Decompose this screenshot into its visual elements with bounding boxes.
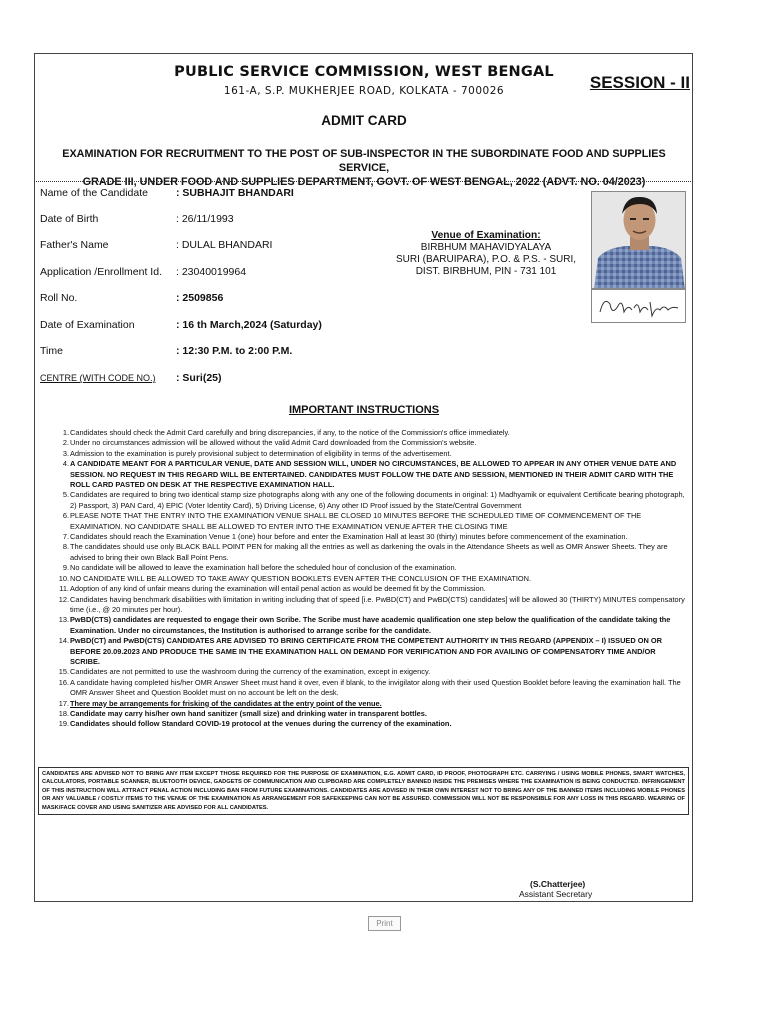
instruction-number: 13. bbox=[58, 615, 69, 625]
instruction-text: A CANDIDATE MEANT FOR A PARTICULAR VENUE, DATE AND SESSION WILL, UNDER NO CIRCUMSTANCES, BE ALLOWED TO APPEAR IN ANY OTHER VENUE DATE AND SESSION. NO REQUEST IN THIS REGARD WILL BE ENTERTAINED. CANDIDATES MUST FOLLOW THE DATE AND SESSION, MENTIONED IN THEIR ADMIT CARD WITH THE ROLL CARD PASTED ON DESK AT THE RESPECTIVE EXAMINATION HALL. bbox=[70, 459, 677, 490]
instructions-title: IMPORTANT INSTRUCTIONS bbox=[288, 404, 440, 416]
candidate-field-value: : 16 th March,2024 (Saturday) bbox=[176, 319, 322, 331]
instruction-item bbox=[58, 615, 686, 636]
instruction-text: A candidate having completed his/her OMR Answer Sheet must hand it over, even if blank, to the invigilator along with their used Question Booklet before leaving the examination hall. The OMR Answer Sheet and Question Booklet must on no account be left on the desk. bbox=[70, 677, 681, 698]
instruction-item bbox=[58, 708, 686, 719]
candidate-field-label: Name of the Candidate bbox=[40, 187, 148, 199]
instruction-number: 8. bbox=[62, 542, 69, 552]
venue-block bbox=[390, 230, 582, 278]
instruction-item bbox=[58, 636, 686, 667]
warning-box: CANDIDATES ARE ADVISED NOT TO BRING ANY ITEM EXCEPT THOSE REQUIRED FOR THE PURPOSE OF EXAMINATION, E.G. ADMIT CARD, ID PROOF, PHOTOGRAPH ETC. CARRYING / USING MOBILE PHONES, SMART WATCHES, CALCULATORS, PORTABLE SCANNER, BLUETOOTH DEVICE, GADGETS OF COMMUNICATION AND CLIPBOARD ARE COMPLETELY BANNED INSIDE THE PREMISES WHERE THE EXAMINATION IS BEING CONDUCTED. INFRINGEMENT OF THIS INSTRUCTION WILL ATTRACT PENAL ACTION INCLUDING BAN FROM FUTURE EXAMINATIONS. CANDIDATES ARE ADVISED IN THEIR OWN INTEREST NOT TO BRING ANY OF THE BANNED ITEMS INCLUDING MOBILE PHONES OR ANY VALUABLE / COSTLY ITEMS TO THE VENUE OF THE EXAMINATION AS ARRANGEMENT FOR SAFEKEEPING CAN NOT BE ASSURED. COMMISSION WILL NOT BE RESPONSIBLE FOR ANY LOSS IN THIS REGARD. WEARING OF MASK/FACE COVER AND USING SANITIZER ARE ADVISED FOR ALL CANDIDATES. bbox=[38, 767, 689, 815]
instruction-item bbox=[62, 563, 686, 573]
instruction-item bbox=[62, 511, 686, 532]
instruction-number: 12. bbox=[58, 594, 69, 604]
candidate-field-value: : 2509856 bbox=[176, 292, 224, 304]
instruction-text: Candidates should reach the Examination Venue 1 (one) hour before and enter the Examination Hall at least 30 (thirty) minutes before commencement of the examination. bbox=[70, 532, 628, 542]
candidate-photo-image bbox=[592, 192, 686, 289]
candidate-row bbox=[40, 266, 246, 278]
org-address: 161-A, S.P. MUKHERJEE ROAD, KOLKATA - 700026 bbox=[223, 85, 505, 97]
candidate-field-value: : SUBHAJIT BHANDARI bbox=[176, 187, 294, 199]
instruction-text: NO CANDIDATE WILL BE ALLOWED TO TAKE AWAY QUESTION BOOKLETS EVEN AFTER THE CONCLUSION OF THE EXAMINATION. bbox=[70, 573, 532, 583]
candidate-field-label: CENTRE (WITH CODE NO.) bbox=[40, 373, 156, 383]
instruction-text: The candidates should use only BLACK BALL POINT PEN for making all the entries as well as darkening the ovals in the Attendance Sheets as well as OMR Answer Sheets. They are advised to bring their own Black Ball Point Pens. bbox=[70, 542, 668, 562]
candidate-row bbox=[40, 372, 222, 384]
instruction-item bbox=[62, 532, 686, 542]
instruction-text: PwBD(CTS) candidates are requested to engage their own Scribe. The Scribe must have academic qualification one step below the qualification of the candidate taking the Examination. Under no circumstances, the Institution is authorised to arrange scribe for the candidate. bbox=[70, 615, 671, 635]
candidate-field-label: Date of Birth bbox=[40, 213, 99, 225]
instruction-number: 18. bbox=[58, 708, 69, 718]
session-label: SESSION - II bbox=[589, 73, 690, 92]
instruction-number: 16. bbox=[58, 677, 69, 687]
instruction-text: Under no circumstances admission will be allowed without the valid Admit Card downloaded from the Commission's website. bbox=[70, 438, 477, 448]
instruction-item bbox=[62, 542, 686, 563]
org-name: PUBLIC SERVICE COMMISSION, WEST BENGAL bbox=[174, 64, 554, 80]
exam-title-line: EXAMINATION FOR RECRUITMENT TO THE POST OF SUB-INSPECTOR IN THE SUBORDINATE FOOD AND SUPPLIES SERVICE, bbox=[62, 148, 666, 174]
candidate-photo bbox=[591, 191, 686, 289]
exam-title bbox=[38, 147, 690, 189]
instruction-text: Candidates should check the Admit Card carefully and bring discrepancies, if any, to the notice of the Commission's office immediately. bbox=[70, 428, 510, 437]
instruction-text: Candidates are required to bring two identical stamp size photographs along with any one of the following documents in original: 1) Madhyamik or equivalent Certificate bearing photograph, 2) Passport, 3) PAN Card, 4) EPIC (Voter Identity Card), 5) Driving License, 6) Any other ID Proof issued by the State/Central Government bbox=[70, 490, 685, 510]
instruction-text: Candidates should follow Standard COVID-19 protocol at the venues during the currency of the examination. bbox=[70, 719, 452, 729]
doc-title: ADMIT CARD bbox=[321, 113, 407, 128]
candidate-field-value: : 12:30 P.M. to 2:00 P.M. bbox=[176, 345, 293, 357]
print-button[interactable]: Print bbox=[368, 916, 401, 931]
instruction-number: 11. bbox=[59, 584, 69, 594]
candidate-row bbox=[40, 187, 294, 199]
candidate-field-label: Roll No. bbox=[40, 292, 78, 304]
candidate-field-value: : DULAL BHANDARI bbox=[176, 239, 273, 251]
instruction-number: 6. bbox=[62, 511, 69, 521]
instruction-item bbox=[58, 594, 686, 616]
instruction-item bbox=[58, 667, 686, 677]
instruction-number: 2. bbox=[62, 438, 69, 448]
instruction-number: 15. bbox=[58, 667, 69, 677]
instruction-text: Candidates having benchmark disabilities with limitation in writing including that of speed [i.e. PwBD(CT) and PwBD(CTS) candidates] will be allowed 30 (THIRTY) MINUTES compensatory time (i.e., @ 20 minutes per hour). bbox=[70, 594, 685, 614]
instruction-number: 10. bbox=[58, 573, 69, 583]
exam-title-line: GRADE III, UNDER FOOD AND SUPPLIES DEPARTMENT, GOVT. OF WEST BENGAL, 2022 (ADVT. NO. 04/2023) bbox=[82, 176, 646, 188]
instruction-number: 17. bbox=[58, 698, 69, 708]
instruction-number: 1. bbox=[62, 428, 69, 437]
instruction-item bbox=[58, 719, 686, 729]
candidate-row bbox=[40, 292, 223, 304]
instruction-item bbox=[62, 459, 686, 490]
candidate-row bbox=[40, 213, 234, 225]
candidate-field-value: : 23040019964 bbox=[176, 266, 247, 278]
instruction-number: 9. bbox=[62, 563, 69, 573]
instruction-item bbox=[58, 698, 686, 709]
instructions-list bbox=[58, 428, 686, 730]
instruction-text: No candidate will be allowed to leave the examination hall before the scheduled hour of conclusion of the examination. bbox=[70, 563, 457, 573]
instruction-item bbox=[62, 490, 686, 511]
instruction-item bbox=[58, 677, 686, 699]
instruction-item bbox=[62, 428, 686, 438]
instruction-text: Candidates are not permitted to use the washroom during the currency of the examination, except in exigency. bbox=[70, 667, 431, 677]
dotted-divider bbox=[34, 181, 693, 182]
candidate-row bbox=[40, 239, 272, 251]
instruction-number: 3. bbox=[62, 448, 69, 458]
instruction-number: 4. bbox=[62, 459, 69, 469]
candidate-row bbox=[40, 319, 322, 331]
candidate-field-label: Time bbox=[40, 345, 63, 357]
candidate-field-value: : 26/11/1993 bbox=[176, 213, 234, 225]
candidate-row bbox=[40, 345, 292, 357]
instruction-item bbox=[59, 584, 686, 594]
venue-heading: Venue of Examination: bbox=[431, 230, 541, 241]
venue-line: BIRBHUM MAHAVIDYALAYA bbox=[420, 242, 552, 253]
candidate-field-label: Father's Name bbox=[40, 239, 109, 251]
instruction-text: Admission to the examination is purely provisional subject to determination of eligibility in terms of the advertisement. bbox=[70, 448, 452, 458]
instruction-number: 5. bbox=[62, 490, 69, 500]
candidate-field-label: Application /Enrollment Id. bbox=[40, 266, 162, 278]
instruction-item bbox=[62, 448, 686, 459]
instruction-number: 7. bbox=[62, 532, 69, 542]
instruction-number: 14. bbox=[58, 636, 69, 646]
signature-image bbox=[592, 290, 687, 324]
candidate-field-label: Date of Examination bbox=[40, 319, 135, 331]
venue-line: DIST. BIRBHUM, PIN - 731 101 bbox=[415, 266, 557, 277]
venue-line: SURI (BARUIPARA), P.O. & P.S. - SURI, bbox=[395, 254, 577, 265]
instruction-number: 19. bbox=[58, 719, 69, 729]
instruction-item bbox=[62, 438, 686, 448]
instruction-text: Candidate may carry his/her own hand sanitizer (small size) and drinking water in transparent bottles. bbox=[70, 708, 427, 718]
instruction-text: PwBD(CT) and PwBD(CTS) CANDIDATES ARE ADVISED TO BRING CERTIFICATE FROM THE COMPETENT AUTHORITY IN THIS REGARD (APPENDIX – I) ISSUED ON OR BEFORE 20.09.2023 AND PRODUCE THE SAME IN THE EXAMINATION HALL ON DEMAND FOR VERIFICATION AND FOR AVAILING OF COMPENSATORY TIME AND/OR SCRIBE. bbox=[70, 636, 662, 666]
candidate-signature bbox=[591, 289, 686, 323]
instruction-text: PLEASE NOTE THAT THE ENTRY INTO THE EXAMINATION VENUE SHALL BE CLOSED 10 MINUTES BEFORE THE SCHEDULED TIME OF COMMENCEMENT OF THE EXAMINATION. NO CANDIDATE SHALL BE ALLOWED TO ENTER INTO THE EXAMINATION VENUE AFTER THE CLOSING TIME bbox=[70, 511, 642, 531]
instruction-text: Adoption of any kind of unfair means during the examination will entail penal action as would be deemed fit by the Commission. bbox=[70, 584, 486, 594]
signatory-name: (S.Chatterjee) bbox=[530, 879, 586, 889]
instruction-text: There may be arrangements for frisking of the candidates at the entry point of the venue. bbox=[70, 698, 382, 708]
candidate-field-value: : Suri(25) bbox=[176, 372, 222, 384]
signatory-title: Assistant Secretary bbox=[519, 889, 593, 899]
instruction-item bbox=[58, 573, 686, 584]
